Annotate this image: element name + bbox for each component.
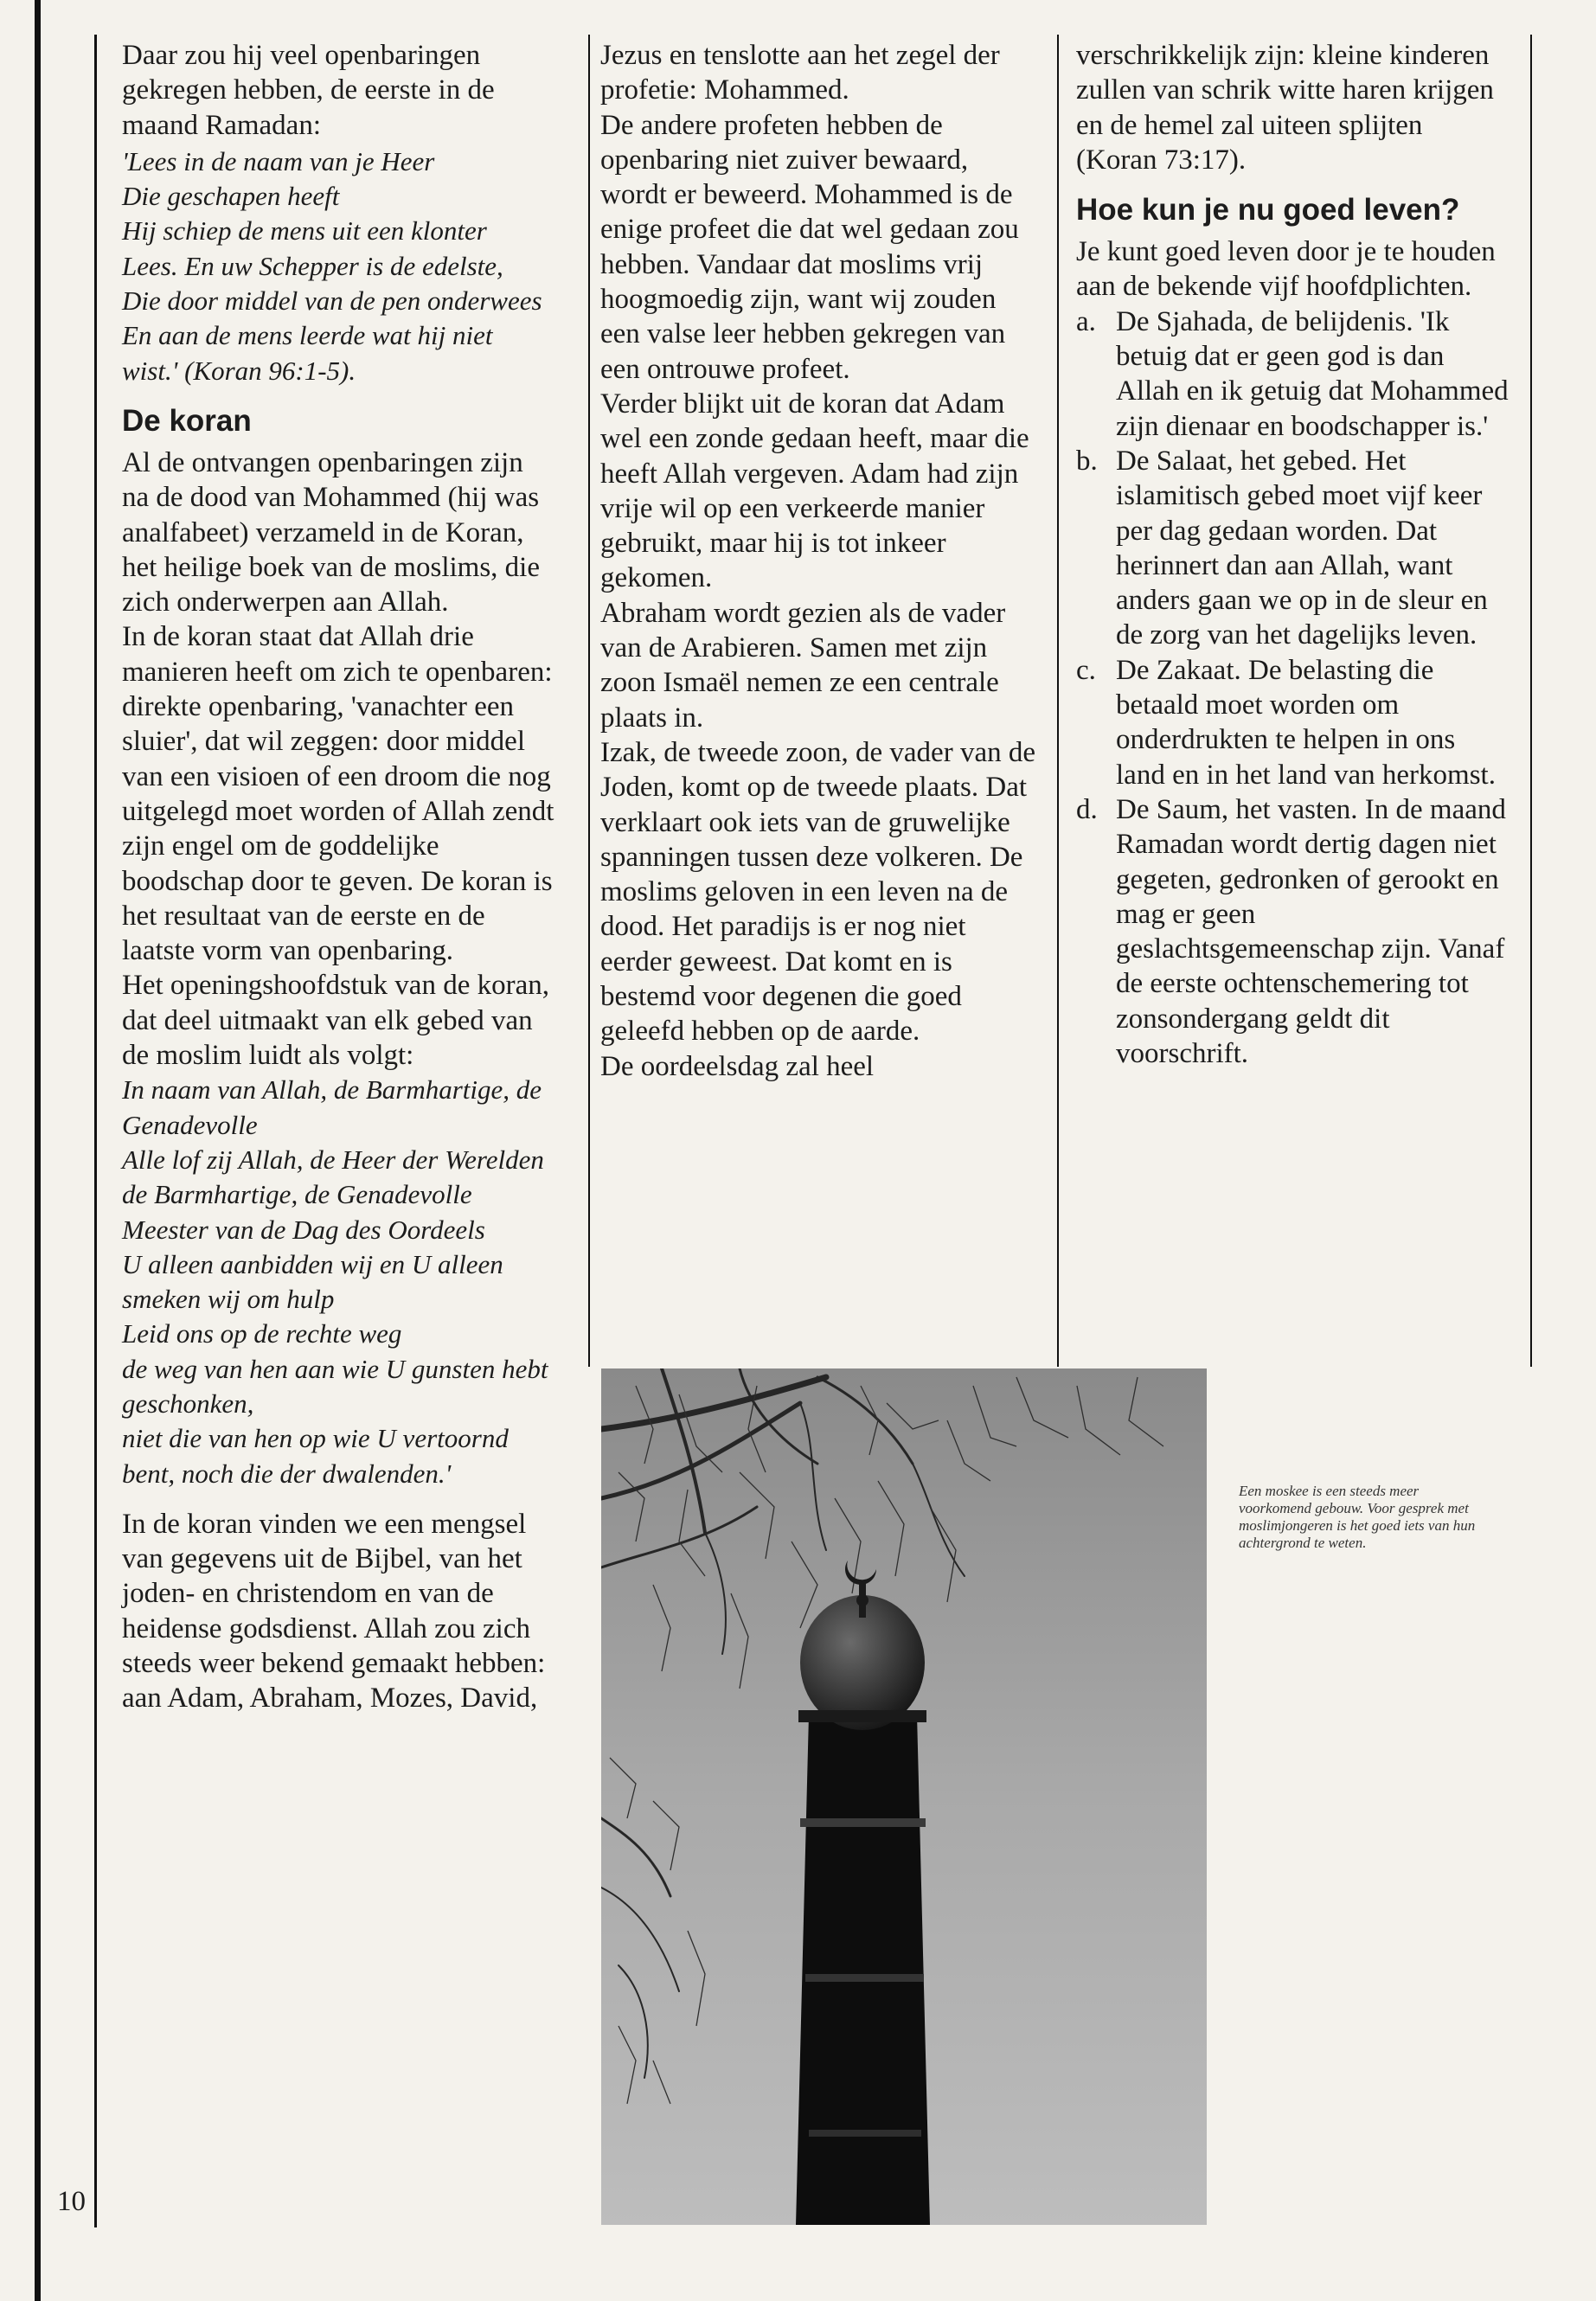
list-item: [1076, 304, 1509, 444]
quote-line: Alle lof zij Allah, de Heer der Werelden: [122, 1144, 544, 1175]
quote-line: de Barmhartige, de Genadevolle: [122, 1179, 472, 1210]
list-marker: b.: [1076, 445, 1098, 477]
left-edge-bar: [35, 0, 41, 2301]
list-item: [1076, 653, 1509, 792]
minaret-photo: [601, 1368, 1207, 2225]
body-paragraph: De oordeelsdag zal heel: [600, 1050, 875, 1082]
minaret-illustration: [601, 1368, 1207, 2225]
quote-line: Leid ons op de rechte weg: [122, 1318, 402, 1349]
body-paragraph: verschrikkelijk zijn: kleine kinderen zullen van schrik witte haren krijgen en de hemel zal uiteen splijten (Koran 73:17).: [1076, 40, 1494, 176]
column-rule-1: [588, 35, 590, 1367]
quote-line: Die geschapen heeft: [122, 181, 340, 212]
body-paragraph: Verder blijkt uit de koran dat Adam wel een zonde gedaan heeft, maar die heeft Allah vergeven. Adam had zijn vrije wil op een verkeerde manier gebruikt, maar hij is tot inkeer gekomen.: [600, 388, 1029, 594]
quote-opening-surah: [122, 1073, 554, 1491]
body-paragraph: De andere profeten hebben de openbaring niet zuiver bewaard, wordt er beweerd. Mohammed is de enige profeet die dat wel gedaan zou hebben. Vandaar dat moslims vrij hoogmoedig zijn, want wij zouden een valse leer hebben gekregen van een ontrouwe profeet.: [600, 109, 1019, 385]
column-rule-3: [1530, 35, 1532, 1367]
body-paragraph: Abraham wordt gezien als de vader van de Arabieren. Samen met zijn zoon Ismaël nemen ze een centrale plaats in.: [600, 597, 1006, 734]
quote-line: Lees. En uw Schepper is de edelste,: [122, 250, 503, 281]
list-item: [1076, 444, 1509, 653]
list-item-text: De Sjahada, de belijdenis. 'Ik betuig dat er geen god is dan Allah en ik getuig dat Mohammed zijn dienaar en boodschapper is.': [1116, 305, 1509, 442]
list-item: [1076, 792, 1509, 1071]
body-paragraph: Izak, de tweede zoon, de vader van de Joden, komt op de tweede plaats. Dat verklaart ook iets van de gruwelijke spanningen tussen deze volkeren. De moslims geloven in een leven na de dood. Het paradijs is er nog niet eerder geweest. Dat komt en is bestemd voor degenen die goed geleefd hebben op de aarde.: [600, 736, 1035, 1048]
list-item-text: De Saum, het vasten. In de maand Ramadan wordt dertig dagen niet gegeten, gedronken of gerookt en mag er geen geslachtsgemeenschap zijn. Vanaf de eerste ochtenschemering tot zonsondergang geldt dit voorschrift.: [1116, 793, 1506, 1070]
body-paragraph: In de koran vinden we een mengsel van gegevens uit de Bijbel, van het joden- en christendom en van de heidense godsdienst. Allah zou zich steeds weer bekend gemaakt hebben: aan Adam, Abraham, Mozes, David,: [122, 1508, 546, 1715]
body-paragraph: Je kunt goed leven door je te houden aan de bekende vijf hoofdplichten.: [1076, 236, 1496, 303]
heading-hoe-kun-je-nu-goed-leven: Hoe kun je nu goed leven?: [1076, 193, 1460, 228]
list-item-text: De Zakaat. De belasting die betaald moet worden om onderdrukten te helpen in ons land en in het land van herkomst.: [1116, 654, 1496, 791]
quote-line: En aan de mens leerde wat hij niet wist.' (Koran 96:1-5).: [122, 320, 493, 386]
quote-line: U alleen aanbidden wij en U alleen smeken wij om hulp: [122, 1248, 503, 1315]
body-paragraph: Al de ontvangen openbaringen zijn na de dood van Mohammed (hij was analfabeet) verzameld in de Koran, het heilige boek van de moslims, die zich onderwerpen aan Allah.: [122, 446, 540, 619]
margin-rule: [94, 35, 97, 2227]
quote-line: Die door middel van de pen onderwees: [122, 285, 542, 317]
list-marker: d.: [1076, 793, 1098, 825]
quote-line: Meester van de Dag des Oordeels: [122, 1214, 485, 1245]
list-marker: a.: [1076, 305, 1096, 337]
quote-line: niet die van hen op wie U vertoornd bent, noch die der dwalenden.': [122, 1423, 509, 1489]
page-number: 10: [57, 2186, 86, 2217]
column-2: [600, 38, 1037, 1084]
quote-line: 'Lees in de naam van je Heer: [122, 145, 435, 176]
list-marker: c.: [1076, 654, 1096, 686]
column-rule-2: [1057, 35, 1059, 1367]
list-item-text: De Salaat, het gebed. Het islamitisch gebed moet vijf keer per dag gedaan worden. Dat herinnert dan aan Allah, want anders gaan we op in de sleur en de zorg van het dagelijks leven.: [1116, 445, 1488, 651]
column-1: [122, 38, 554, 1716]
quote-surah-96: [122, 144, 554, 388]
intro-paragraph: Daar zou hij veel openbaringen gekregen hebben, de eerste in de maand Ramadan:: [122, 40, 495, 141]
body-paragraph: In de koran staat dat Allah drie manieren heeft om zich te openbaren: direkte openbaring, 'vanachter een sluier', dat wil zeggen: door middel van een visioen of een droom die nog uitgelegd moet worden of Allah zendt zijn engel om de goddelijke boodschap door te geven. De koran is het resultaat van de eerste en de laatste vorm van openbaring.: [122, 621, 554, 967]
column-3: [1076, 38, 1509, 1071]
quote-line: de weg van hen aan wie U gunsten hebt geschonken,: [122, 1353, 548, 1419]
body-paragraph: Jezus en tenslotte aan het zegel der profetie: Mohammed.: [600, 40, 1000, 106]
quote-line: In naam van Allah, de Barmhartige, de Genadevolle: [122, 1074, 542, 1140]
quote-line: Hij schiep de mens uit een klonter: [122, 215, 487, 247]
heading-de-koran: De koran: [122, 403, 252, 438]
photo-caption: Een moskee is een steeds meer voorkomend gebouw. Voor gesprek met moslimjongeren is het goed iets van hun achtergrond te weten.: [1239, 1483, 1476, 1551]
body-paragraph: Het openingshoofdstuk van de koran, dat deel uitmaakt van elk gebed van de moslim luidt als volgt:: [122, 970, 549, 1072]
